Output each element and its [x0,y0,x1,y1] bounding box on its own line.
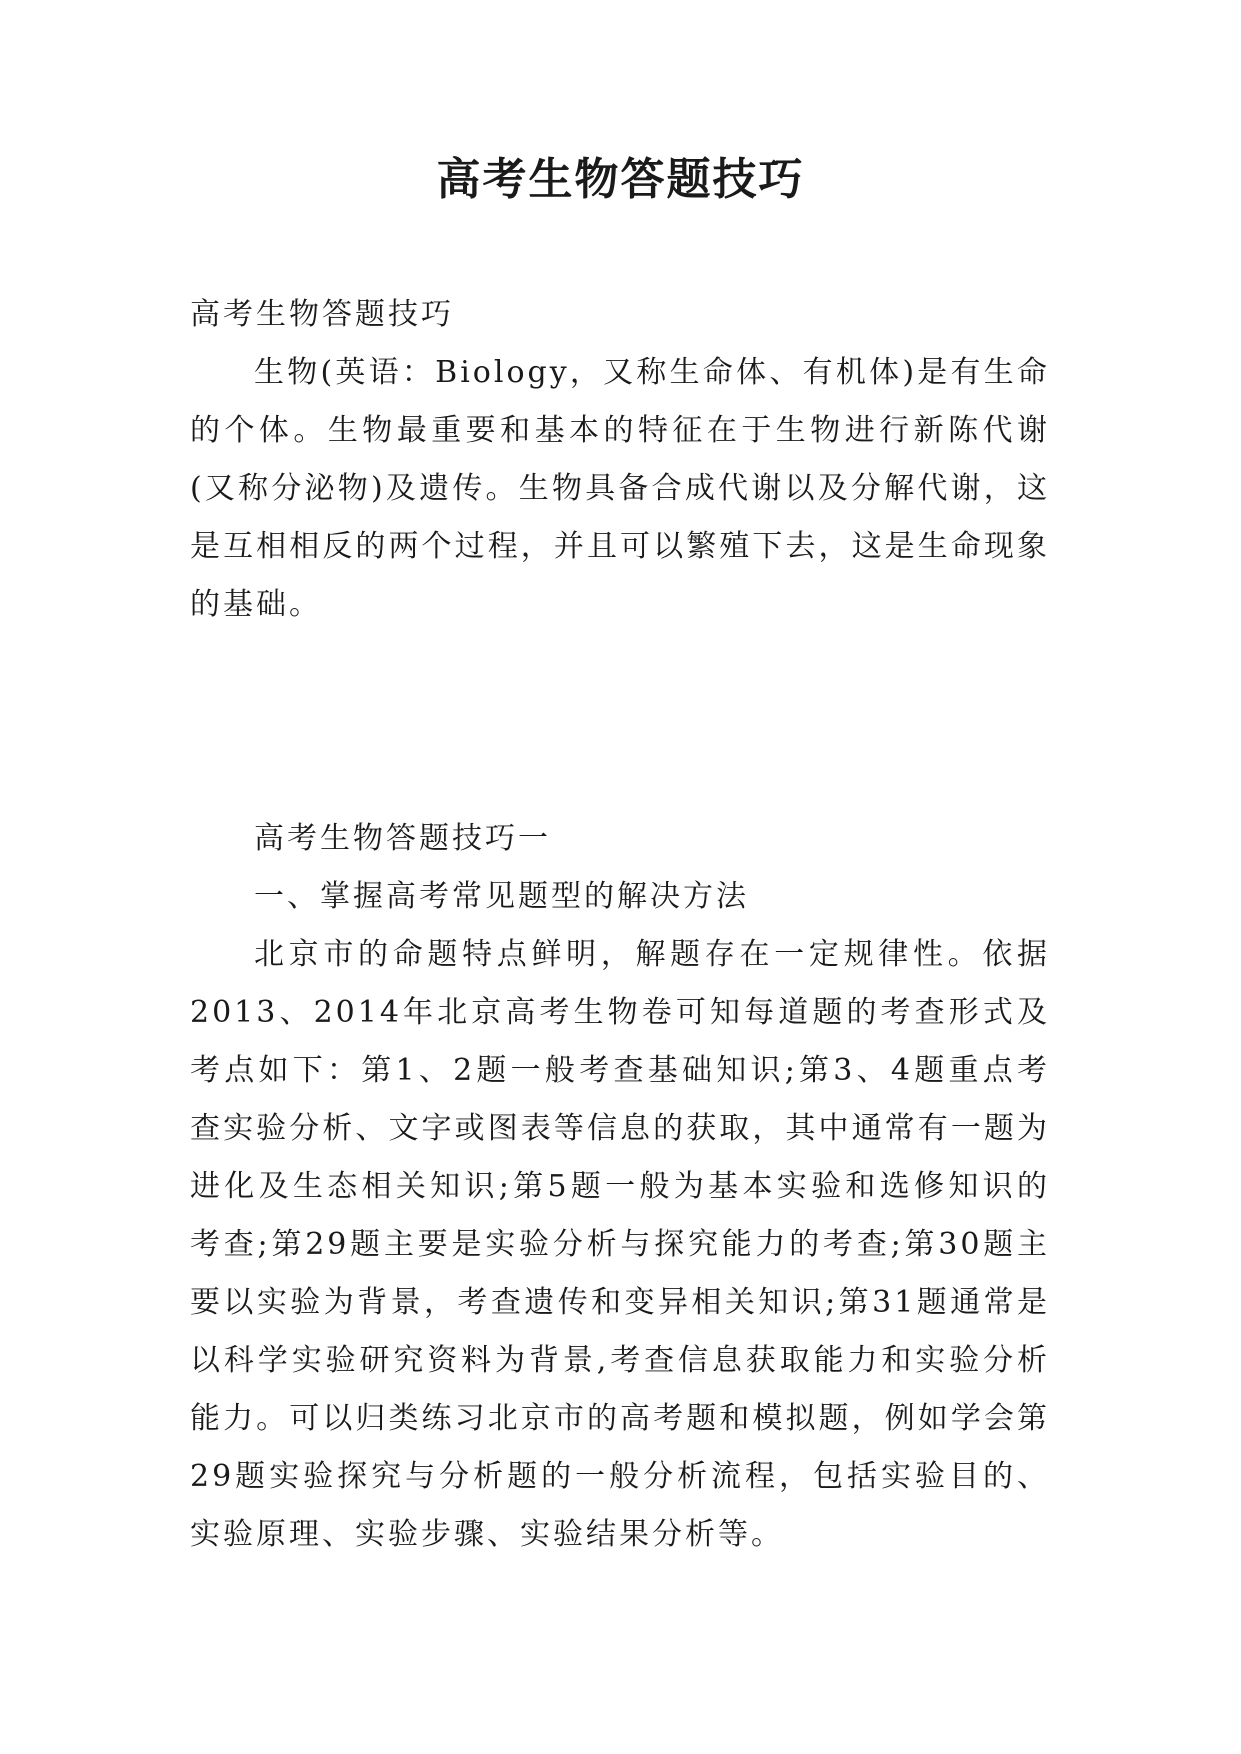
section-block [190,810,1050,1564]
section-paragraph: 北京市的命题特点鲜明，解题存在一定规律性。依据2013、2014年北京高考生物卷可知每道题的考查形式及考点如下：第1、2题一般考查基础知识;第3、4题重点考查实验分析、文字或图表等信息的获取，其中通常有一题为进化及生态相关知识;第5题一般为基本实验和选修知识的考查;第29题主要是实验分析与探究能力的考查;第30题主要以实验为背景，考查遗传和变异相关知识;第31题通常是以科学实验研究资料为背景,考查信息获取能力和实验分析能力。可以归类练习北京市的高考题和模拟题，例如学会第29题实验探究与分析题的一般分析流程，包括实验目的、实验原理、实验步骤、实验结果分析等。 [190,937,1050,1552]
section-heading: 高考生物答题技巧一 [254,821,551,856]
subsection-heading: 一、掌握高考常见题型的解决方法 [254,879,749,914]
document-title: 高考生物答题技巧 [436,154,805,205]
intro-block [190,286,1050,634]
intro-heading: 高考生物答题技巧 [190,297,454,332]
intro-paragraph: 生物(英语：Biology，又称生命体、有机体)是有生命的个体。生物最重要和基本的特征在于生物进行新陈代谢(又称分泌物)及遗传。生物具备合成代谢以及分解代谢，这是互相相反的两个过程，并且可以繁殖下去，这是生命现象的基础。 [190,355,1050,622]
